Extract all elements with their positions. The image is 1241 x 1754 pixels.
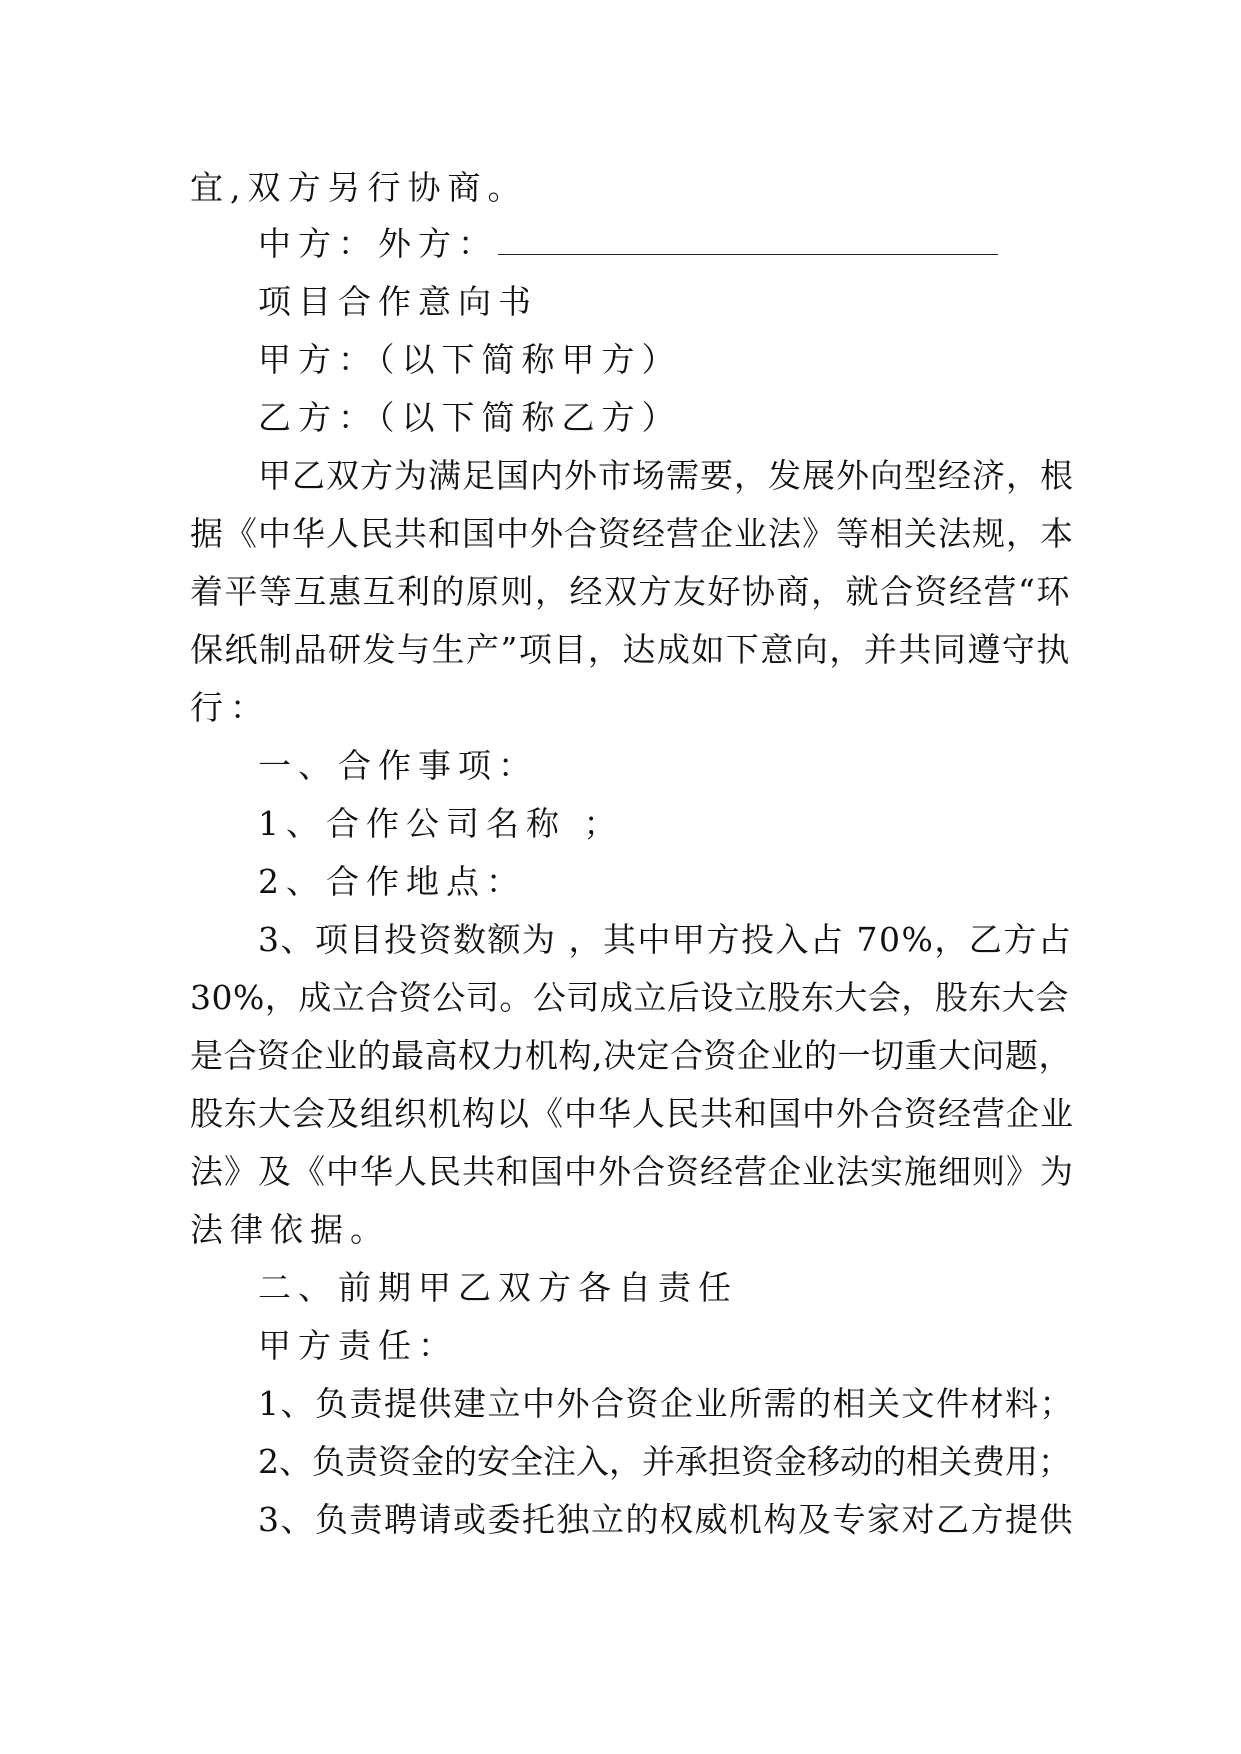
text-line: 行： bbox=[190, 688, 270, 727]
subsection-heading: 甲方责任： bbox=[258, 1326, 458, 1365]
text-line: 甲乙双方为满足国内外市场需要，发展外向型经济，根 bbox=[258, 456, 1074, 495]
party-a-line: 甲方：（以下简称甲方） bbox=[258, 340, 682, 379]
list-item: 1、合作公司名称 ； bbox=[258, 804, 624, 843]
text-line: 法》及《中华人民共和国中外合资经营企业法实施细则》为 bbox=[190, 1152, 1074, 1191]
list-item: 2、合作地点： bbox=[258, 862, 526, 901]
signature-label: 中方：外方： bbox=[258, 224, 498, 263]
section-heading: 二、前期甲乙双方各自责任 bbox=[258, 1268, 738, 1307]
signature-blank bbox=[498, 224, 998, 255]
document-title: 项目合作意向书 bbox=[258, 282, 538, 321]
text-line: 据《中华人民共和国中外合资经营企业法》等相关法规，本 bbox=[190, 514, 1074, 553]
list-item: 1、负责提供建立中外合资企业所需的相关文件材料； bbox=[258, 1384, 1074, 1423]
text-line: 法律依据。 bbox=[190, 1210, 390, 1249]
text-line: 股东大会及组织机构以《中华人民共和国中外合资经营企业 bbox=[190, 1094, 1074, 1133]
text-line: 宜,双方另行协商。 bbox=[190, 168, 528, 207]
signature-line bbox=[258, 224, 998, 264]
section-heading: 一、合作事项： bbox=[258, 746, 538, 785]
text-line: 保纸制品研发与生产”项目，达成如下意向，并共同遵守执 bbox=[190, 630, 1071, 669]
list-item: 3、负责聘请或委托独立的权威机构及专家对乙方提供 bbox=[258, 1500, 1074, 1539]
text-line: 30%，成立合资公司。公司成立后设立股东大会，股东大会 bbox=[190, 978, 1069, 1017]
text-line: 是合资企业的最高权力机构,决定合资企业的一切重大问题， bbox=[190, 1036, 1072, 1075]
text-line: 着平等互惠互利的原则，经双方友好协商，就合资经营“环 bbox=[190, 572, 1071, 611]
list-item: 3、项目投资数额为 ，其中甲方投入占 70%，乙方占 bbox=[258, 920, 1073, 959]
list-item: 2、负责资金的安全注入，并承担资金移动的相关费用； bbox=[258, 1442, 1071, 1481]
party-b-line: 乙方：（以下简称乙方） bbox=[258, 398, 682, 437]
